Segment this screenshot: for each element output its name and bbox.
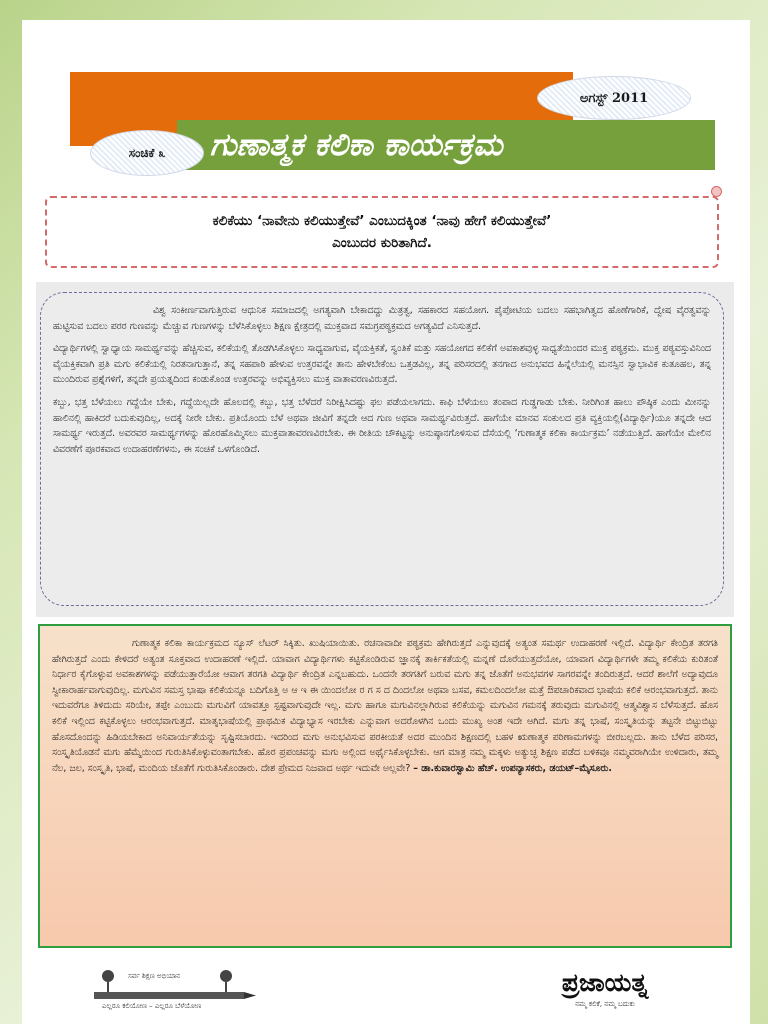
editorial-box xyxy=(40,292,724,606)
prajayatna-logo-name: ಪ್ರಜಾಯತ್ನ xyxy=(561,968,649,997)
intro-line-2: ಎಂಬುದರ ಕುರಿತಾಗಿದೆ. xyxy=(332,235,432,251)
pencil-children-icon xyxy=(74,962,264,1020)
editorial-section xyxy=(36,282,734,617)
prajayatna-logo xyxy=(530,966,680,1022)
editorial-paragraph-2: ವಿದ್ಯಾರ್ಥಿಗಳಲ್ಲಿ ಸ್ವಾಧ್ಯಾಯ ಸಾಮರ್ಥ್ಯವನ್ನು ಹೆಚ್ಚಿಸುವ, ಕಲಿಕೆಯಲ್ಲಿ ತೊಡಗಿಸಿಕೊಳ್ಳಲು ಸಾಧ್ಯವಾಗುವ, ವೈಯಕ್ತಿಕತೆ, ಸ್ವಂತಿಕೆ ಮತ್ತು ಸಹಯೋಗದ ಕಲಿಕೆಗೆ ಅವಕಾಶವುಳ್ಳ ಸಾಧ್ಯತೆಯಿಂದರ ಮುಕ್ತ ಪಠ್ಯಕ್ರಮ. ಮುಕ್ತ ಪಠ್ಯವಸ್ತುವಿನಿಂದ ವೈಯಕ್ತಿಕವಾಗಿ ಪ್ರತಿ ಮಗು ಕಲಿಕೆಯಲ್ಲಿ ನಿರತನಾಗುತ್ತಾನೆ, ತನ್ನ ಸಹಪಾಠಿ ಹೇಳುವ ಉತ್ತರವನ್ನೇ ತಾನು ಹೇಳಬೇಕೆಂಬ ಒತ್ತಡವಿಲ್ಲ, ತನ್ನ ಪರಿಸರದಲ್ಲಿ ತನಗಾದ ಅನುಭವದ ಹಿನ್ನೆಲೆಯಲ್ಲಿ ಮನಸ್ಸಿನ ಸ್ವಾಭಾವಿಕ ಕುತೂಹಲ, ತನ್ನ ಮುಂದಿರುವ ಪ್ರಶ್ನೆಗಳಿಗೆ, ತನ್ನದೇ ಪ್ರಯತ್ನದಿಂದ ಕಂಡುಕೊಂಡ ಉತ್ತರವನ್ನು ಅಭಿವ್ಯಕ್ತಿಸಲು ಮುಕ್ತ ವಾತಾವರಣವಿರುತ್ತದೆ. xyxy=(53,343,711,386)
prajayatna-logo-tagline: ನಮ್ಮ ಕಲಿಕೆ, ನಮ್ಮ ಬದುಕು xyxy=(575,1000,635,1008)
letter-body xyxy=(52,636,718,776)
newsletter-page xyxy=(22,20,750,1024)
ssa-logo-tagline: ಎಲ್ಲರೂ ಕಲಿಯೋಣ – ಎಲ್ಲರೂ ಬೆಳೆಯೋಣ xyxy=(102,1002,202,1010)
intro-quote-box xyxy=(45,196,719,268)
editorial-paragraph-3: ಕಬ್ಬು, ಭತ್ತ ಬೆಳೆಯಲು ಗದ್ದೆಯೇ ಬೇಕು, ಗದ್ದೆಯಿಲ್ಲದೇ ಹೊಲದಲ್ಲಿ ಕಬ್ಬು, ಭತ್ತ ಬೆಳೆದರೆ ನಿರೀಕ್ಷಿಸಿದಷ್ಟು ಫಲ ಪಡೆಯಲಾಗದು. ಕಾಫಿ ಬೆಳೆಯಲು ತಂಪಾದ ಗುಡ್ಡಗಾಡು ಬೇಕು. ನೀರಿಗಿಂತ ಹಾಲು ಪೌಷ್ಠಿಕ ಎಂದು ಮೀನನ್ನು ಹಾಲಿನಲ್ಲಿ ಹಾಕಿದರೆ ಬದುಕುವುದಿಲ್ಲ, ಅದಕ್ಕೆ ನೀರೇ ಬೇಕು. ಪ್ರತಿಯೊಂದು ಬೆಳೆ ಅಥವಾ ಜೀವಿಗೆ ತನ್ನದೇ ಆದ ಗುಣ ಅಥವಾ ಸಾಮರ್ಥ್ಯವಿರುತ್ತದೆ. ಹಾಗೆಯೇ ಮಾನವ ಸಂಕುಲದ ಪ್ರತಿ ವ್ಯಕ್ತಿಯಲ್ಲಿ(ವಿದ್ಯಾರ್ಥಿ)ಯೂ ತನ್ನದೇ ಆದ ಸಾಮರ್ಥ್ಯ ಇರುತ್ತದೆ. ಅವರವರ ಸಾಮರ್ಥ್ಯಗಳನ್ನು ಹೊರಹೊಮ್ಮಿಸಲು ಮುಕ್ತವಾತಾವರಣವಿರಬೇಕು. ಈ ರೀತಿಯ ಚೌಕಟ್ಟನ್ನು ಅನುಷ್ಠಾನಗೊಳಿಸುವ ದೆಸೆಯಲ್ಲಿ ‘ಗುಣಾತ್ಮಕ ಕಲಿಕಾ ಕಾರ್ಯಕ್ರಮ’ ನಡೆಯುತ್ತಿದೆ. ಹಾಗೆಯೇ ಮೇಲಿನ ವಿವರಣೆಗೆ ಪೂರಕವಾದ ಉದಾಹರಣೆಗಳನು, ಈ ಸಂಚಿಕೆ ಒಳಗೊಂಡಿದೆ. xyxy=(53,396,711,455)
issue-badge: ಸಂಚಿಕೆ ೩ xyxy=(90,130,204,176)
letter-credit: – ಡಾ.ಕುವಾರಸ್ವಾಮಿ ಹೆಚ್. ಉಪನ್ಯಾಸಕರು, ಡಯಟ್–ಮೈಸೂರು. xyxy=(413,762,612,774)
page-title: ಗುಣಾತ್ಮಕ ಕಲಿಕಾ ಕಾರ್ಯಕ್ರಮ xyxy=(210,127,503,163)
ssa-logo-name: ಸರ್ವ ಶಿಕ್ಷಣ ಅಭಿಯಾನ xyxy=(128,972,181,980)
letter-section xyxy=(38,624,732,948)
intro-line-1: ಕಲಿಕೆಯು ‘ನಾವೇನು ಕಲಿಯುತ್ತೇವೆ’ ಎಂಬುದಕ್ಕಿಂತ ‘ನಾವು ಹೇಗೆ ಕಲಿಯುತ್ತೇವೆ’ xyxy=(212,213,552,229)
date-badge: ಅಗಸ್ಟ್ 2011 xyxy=(537,76,691,120)
letter-text: ಗುಣಾತ್ಮಕ ಕಲಿಕಾ ಕಾರ್ಯಕ್ರಮದ ನ್ಯೂಸ್ ಲೆಟರ್ ಸಿಕ್ಕಿತು. ಖುಷಿಯಾಯಿತು. ರಚನಾವಾದೀ ಪಠ್ಯಕ್ರಮ ಹೇಗಿರುತ್ತದೆ ಎನ್ನುವುದಕ್ಕೆ ಅತ್ಯಂತ ಸಮರ್ಥ ಉದಾಹರಣೆ ಇಲ್ಲಿದೆ. ವಿದ್ಯಾರ್ಥಿ ಕೇಂದ್ರಿತ ತರಗತಿ ಹೇಗಿರುತ್ತದೆ ಎಂದು ಕೇಳಿದರೆ ಅತ್ಯಂತ ಸೂಕ್ತವಾದ ಉದಾಹರಣೆ ಇಲ್ಲಿದೆ. ಯಾವಾಗ ವಿದ್ಯಾರ್ಥಿಗಳು ಕಟ್ಟಿಕೊಂಡಿರುವ ಜ್ಞಾನಕ್ಕೆ ತಾರ್ಕಿಕತೆಯಲ್ಲಿ ಮನ್ನಣೆ ದೊರೆಯುತ್ತದೆಯೋ, ಯಾವಾಗ ವಿದ್ಯಾರ್ಥಿಗಳೇ ತಮ್ಮ ಕಲಿಕೆಯ ಕುರಿತಂತೆ ನಿರ್ಧಾರ ಕೈಗೊಳ್ಳುವ ಅವಕಾಶಗಳನ್ನು ಪಡೆಯುತ್ತಾರೆಯೋ ಆವಾಗ ತರಗತಿ ವಿದ್ಯಾರ್ಥಿ ಕೇಂದ್ರಿತ ಎನ್ನಬಹುದು. ಒಂದನೇ ತರಗತಿಗೆ ಬರುವ ಮಗು ತನ್ನ ಜೊತೆಗೆ ಅನುಭವಗಳ ಸಾಗರವನ್ನೇ ತಂದಿರುತ್ತದೆ. ಆದರೆ ಶಾಲೆಗೆ ಅದ್ಯಾವುದೂ ಸ್ವೀಕಾರಾರ್ಹವಾಗುವುದಿಲ್ಲ. ಮಗುವಿನ ಸಮಸ್ತ ಭಾಷಾ ಕಲಿಕೆಯನ್ನೂ ಬದಿಗೊತ್ತಿ ಅ ಆ ಇ ಈ ಯಿಂದಲೋ ರ ಗ ಸ ದ ದಿಂದಲೋ ಅಥವಾ ಬಸವ, ಕಮಲದಿಂದಲೋ ಮತ್ತೆ ಔಪಚಾರಿಕವಾದ ಭಾಷೆಯ ಕಲಿಕೆ ಆರಂಭವಾಗುತ್ತದೆ. ತಾನು ಇದುವರೆಗೂ ತಿಳಿದುದು ಸರಿಯೇ, ತಪ್ಪೇ ಎಂಬುದು ಮಗುವಿಗೆ ಯಾವತ್ತೂ ಸ್ಪಷ್ಟವಾಗುವುದೇ ಇಲ್ಲ. ಮಗು ಹಾಗೂ ಮಗುವಿನಲ್ಲಾಗಿರುವ ಕಲಿಕೆಯನ್ನು ಮಗುವಿನ ಗಮನಕ್ಕೆ ತರುವುದು ಮಗುವಿನಲ್ಲಿ ಆತ್ಮವಿಶ್ವಾಸ ಬೆಳೆಸುತ್ತದೆ. ಹೊಸ ಕಲಿಕೆ ಇಲ್ಲಿಂದ ಕಟ್ಟಿಕೊಳ್ಳಲು ಆರಂಭವಾಗುತ್ತದೆ. ಮಾತೃಭಾಷೆಯಲ್ಲಿ ಪ್ರಾಥಮಿಕ ವಿದ್ಯಾಭ್ಯಾಸ ಇರಬೇಕು ಎನ್ನುವಾಗ ಅದರೊಳಗಿನ ಒಂದು ಮುಖ್ಯ ಅಂಶ ಇದೇ ಆಗಿದೆ. ಮಗು ತನ್ನ ಭಾಷೆ, ಸಂಸ್ಕೃತಿಯನ್ನು ತಟ್ಟನೇ ಬಿಟ್ಟುಬಿಟ್ಟು ಹೊಸದೊಂದನ್ನು ಹಿಡಿಯಬೇಕಾದ ಅನಿವಾರ್ಯತೆಯನ್ನು ಸೃಷ್ಟಿಸಬಾರದು. ಇದರಿಂದ ಮಗು ಅನುಭವಿಸುವ ಪರಕೀಯತೆ ಅದರ ಮುಂದಿನ ಶಿಕ್ಷಣದಲ್ಲಿ ಬಹಳ ಋಣಾತ್ಮಕ ಪರಿಣಾಮಗಳನ್ನು ಬೀರಬಲ್ಲದು. ತಾನು ಬೆಳೆದ ಪರಿಸರ, ಸಂಸ್ಕೃತಿಯೊಡನೆ ಮಗು ಹೆಮ್ಮೆಯಿಂದ ಗುರುತಿಸಿಕೊಳ್ಳುವಂತಾಗಬೇಕು. ಹೊರ ಪ್ರಪಂಚವನ್ನು ಮಗು ಅಲ್ಲಿಂದ ಅರ್ಥೈಸಿಕೊಳ್ಳಬೇಕು. ಆಗ ಮಾತ್ರ ನಮ್ಮ ಮಕ್ಕಳು ಅತ್ಯುಚ್ಛ ಶಿಕ್ಷಣ ಪಡೆದ ಬಳಿಕವೂ ನಮ್ಮವರಾಗಿಯೇ ಉಳಿದಾರು, ತಮ್ಮ ನೆಲ, ಜಲ, ಸಂಸ್ಕೃತಿ, ಭಾಷೆ, ಮಂದಿಯ ಜೊತೆಗೆ ಗುರುತಿಸಿಕೊಂಡಾರು. ದೇಶ ಪ್ರೇಮದ ನಿಜವಾದ ಅರ್ಥ ಇದುವೇ ಅಲ್ಲವೇ? xyxy=(52,638,718,774)
editorial-paragraph-1: ವಿಶ್ವ ಸಂಕೀರ್ಣವಾಗುತ್ತಿರುವ ಆಧುನಿಕ ಸಮಾಜದಲ್ಲಿ ಅಗತ್ಯವಾಗಿ ಬೇಕಾದದ್ದು ಮಿತ್ರತ್ವ, ಸಹಕಾರದ ಸಹಯೋಗ. ಪೈಪೋಟಿಯ ಬದಲು ಸಹಭಾಗಿತ್ವದ ಹೊಣೆಗಾರಿಕೆ, ದ್ವೇಷ ವೈರತ್ವವನ್ನು ಹುಟ್ಟಿಸುವ ಬದಲು ಪರರ ಗುಣವನ್ನು ಮೆಚ್ಚುವ ಗುಣಗಳನ್ನು ಬೆಳೆಸಿಕೊಳ್ಳಲು ಶಿಕ್ಷಣ ಕ್ಷೇತ್ರದಲ್ಲಿ ಮುಕ್ತವಾದ ಸಮಗ್ರಪಠ್ಯಕ್ರಮದ ಅಗತ್ಯವಿದೆ ಎನಿಸುತ್ತದೆ. xyxy=(53,305,711,332)
ssa-logo xyxy=(74,962,264,1020)
